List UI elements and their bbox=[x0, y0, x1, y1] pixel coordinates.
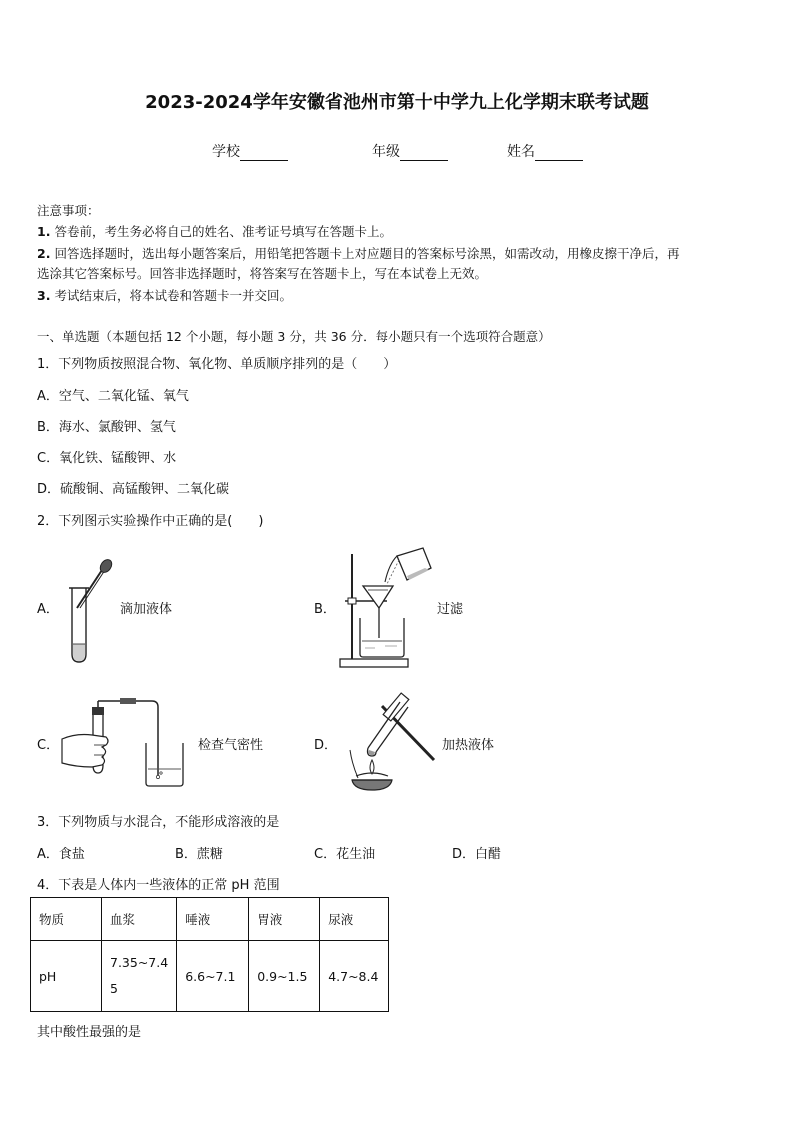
note-3 bbox=[37, 285, 292, 306]
q2-option-c-label: 检查气密性 bbox=[198, 738, 264, 753]
q2-option-d-label: 加热液体 bbox=[442, 738, 495, 753]
q2-option-b-letter[interactable]: B． bbox=[314, 602, 336, 617]
note-3-number: 3. bbox=[37, 288, 51, 303]
name-label: 姓名 bbox=[507, 144, 535, 160]
header-cell-substance: 物质 bbox=[31, 898, 102, 941]
school-label: 学校 bbox=[212, 144, 240, 160]
note-3-text: 考试结束后，将本试卷和答题卡一并交回。 bbox=[54, 288, 292, 303]
header-cell-plasma: 血浆 bbox=[102, 898, 177, 941]
note-2-text-b: 选涂其它答案标号。回答非选择题时，将答案写在答题卡上，写在本试卷上无效。 bbox=[37, 266, 488, 281]
note-2 bbox=[37, 243, 679, 264]
section-heading: 一、单选题（本题包括 12 个小题，每小题 3 分，共 36 分．每小题只有一个选项符合题意） bbox=[37, 329, 551, 344]
cell-gastric-ph: 0.9~1.5 bbox=[249, 941, 320, 1012]
q1-option-b[interactable]: B．海水、氯酸钾、氢气 bbox=[37, 420, 176, 435]
cell-plasma-ph-line1: 7.35~7.4 bbox=[110, 955, 169, 970]
header-cell-saliva: 唾液 bbox=[177, 898, 249, 941]
grade-blank[interactable] bbox=[400, 146, 448, 161]
header-cell-urine: 尿液 bbox=[320, 898, 389, 941]
grade-label: 年级 bbox=[372, 144, 400, 160]
q1-option-c[interactable]: C．氧化铁、锰酸钾、水 bbox=[37, 451, 177, 466]
cell-plasma-ph bbox=[102, 941, 177, 1012]
note-1 bbox=[37, 221, 392, 242]
q2-option-d-letter[interactable]: D． bbox=[314, 738, 338, 753]
header-cell-gastric: 胃液 bbox=[249, 898, 320, 941]
q3-option-c[interactable]: C．花生油 bbox=[314, 847, 376, 862]
q3-option-b[interactable]: B．蔗糖 bbox=[175, 847, 223, 862]
name-field[interactable] bbox=[507, 141, 583, 161]
q3-option-d[interactable]: D．白醋 bbox=[452, 847, 502, 862]
airtightness-check-illustration bbox=[62, 697, 192, 789]
cell-saliva-ph: 6.6~7.1 bbox=[177, 941, 249, 1012]
q2-option-a-letter[interactable]: A． bbox=[37, 602, 59, 617]
q1-option-d[interactable]: D．硫酸铜、高锰酸钾、二氧化碳 bbox=[37, 482, 230, 497]
note-2-text-a: 回答选择题时，选出每小题答案后，用铅笔把答题卡上对应题目的答案标号涂黑，如需改动，用橡皮擦干净后，再 bbox=[54, 246, 680, 261]
q2-option-c-letter[interactable]: C． bbox=[37, 738, 60, 753]
q2-option-b-label: 过滤 bbox=[437, 602, 464, 617]
q2-option-a-label: 滴加液体 bbox=[120, 602, 173, 617]
q4-follow-up: 其中酸性最强的是 bbox=[37, 1025, 142, 1040]
page-title: 2023-2024学年安徽省池州市第十中学九上化学期末联考试题 bbox=[145, 92, 649, 113]
name-blank[interactable] bbox=[535, 146, 583, 161]
cell-urine-ph: 4.7~8.4 bbox=[320, 941, 389, 1012]
notes-heading: 注意事项： bbox=[37, 203, 100, 218]
q1-option-a[interactable]: A．空气、二氧化锰、氧气 bbox=[37, 389, 189, 404]
heating-liquid-illustration bbox=[338, 694, 438, 794]
note-1-number: 1. bbox=[37, 224, 51, 239]
filtration-apparatus-illustration bbox=[335, 546, 435, 672]
q3-option-a[interactable]: A．食盐 bbox=[37, 847, 85, 862]
row-label-ph: pH bbox=[31, 941, 102, 1012]
school-blank[interactable] bbox=[240, 146, 288, 161]
grade-field[interactable] bbox=[372, 141, 448, 161]
ph-table bbox=[30, 897, 389, 1012]
school-field[interactable] bbox=[212, 141, 288, 161]
q1-stem: 1．下列物质按照混合物、氧化物、单质顺序排列的是（ ） bbox=[37, 357, 397, 372]
note-2-number: 2. bbox=[37, 246, 51, 261]
q2-stem: 2．下列图示实验操作中正确的是( ) bbox=[37, 514, 264, 529]
q3-stem: 3．下列物质与水混合，不能形成溶液的是 bbox=[37, 815, 280, 830]
table-row bbox=[31, 941, 389, 1012]
table-header-row bbox=[31, 898, 389, 941]
q4-stem: 4．下表是人体内一些液体的正常 pH 范围 bbox=[37, 878, 280, 893]
cell-plasma-ph-line2: 5 bbox=[110, 981, 118, 996]
dropper-test-tube-illustration bbox=[60, 558, 120, 668]
note-1-text: 答卷前，考生务必将自己的姓名、准考证号填写在答题卡上。 bbox=[54, 224, 392, 239]
